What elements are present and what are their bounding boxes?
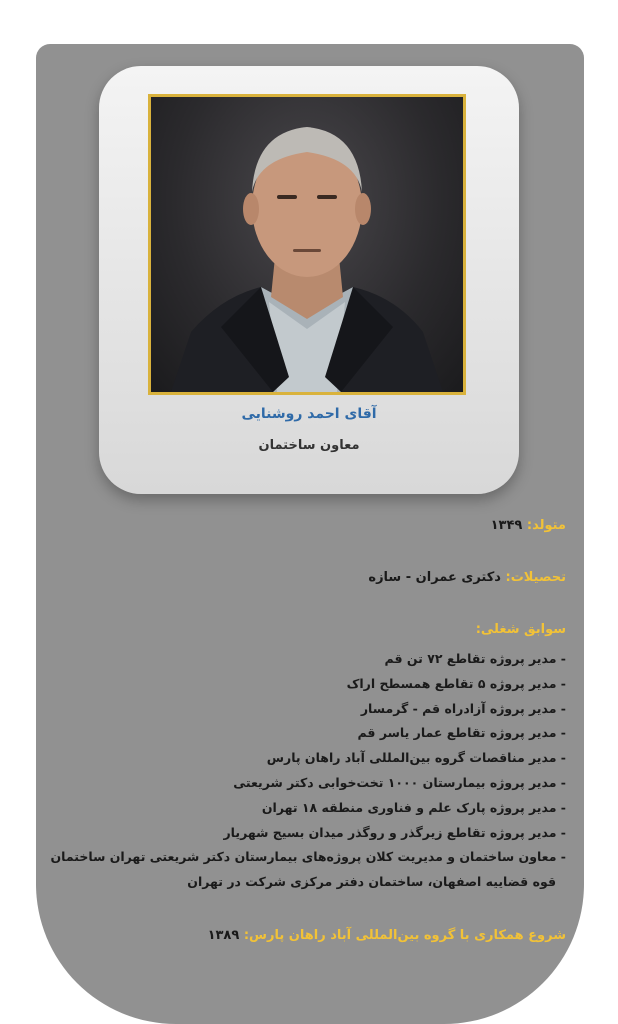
cooperation-start-value: ۱۳۸۹: [207, 928, 240, 943]
birth-row: [491, 518, 566, 533]
work-history-title: سوابق شغلی:: [475, 622, 566, 637]
profile-panel: [36, 44, 584, 1024]
list-item: - مدیر پروژه ۵ تقاطع همسطح اراک: [346, 675, 566, 691]
list-item: - مدیر پروژه تقاطع ۷۲ تن قم: [384, 651, 566, 666]
education-value: دکتری عمران - سازه: [368, 570, 501, 585]
profile-photo: [148, 94, 466, 395]
list-item: - مدیر مناقصات گروه بین‌المللی آباد راهان پارس: [266, 750, 566, 766]
profile-role: معاون ساختمان: [258, 438, 360, 453]
portrait-illustration: [151, 97, 463, 392]
education-label: تحصیلات:: [505, 570, 566, 585]
list-item: - مدیر پروژه پارک علم و فناوری منطقه ۱۸ تهران: [261, 799, 566, 815]
list-item: - مدیر پروژه بیمارستان ۱۰۰۰ تخت‌خوابی دکتر شریعتی: [233, 774, 566, 790]
cooperation-start-label: شروع همکاری با گروه بین‌المللی آباد راهان پارس:: [243, 928, 566, 943]
birth-value: ۱۳۴۹: [490, 518, 523, 533]
profile-name: آقای احمد روشنایی: [241, 406, 377, 422]
profile-card: [99, 66, 519, 494]
list-item: - معاون ساختمان و مدیریت کلان پروژه‌های بیمارستان دکتر شریعتی تهران ساختمان قوه قضاییه اصفهان، ساختمان دفتر مرکزی شرکت در تهران: [50, 849, 566, 890]
list-item: - مدیر پروژه تقاطع عمار یاسر قم: [357, 725, 566, 741]
cooperation-start-row: [208, 928, 566, 943]
education-row: [368, 570, 566, 585]
birth-label: متولد:: [526, 518, 566, 533]
list-item: - مدیر پروژه تقاطع زیرگذر و روگذر میدان بسیج شهریار: [223, 824, 566, 840]
work-history-list: [46, 647, 566, 895]
list-item: - مدیر پروژه آزادراه قم - گرمسار: [360, 700, 566, 716]
